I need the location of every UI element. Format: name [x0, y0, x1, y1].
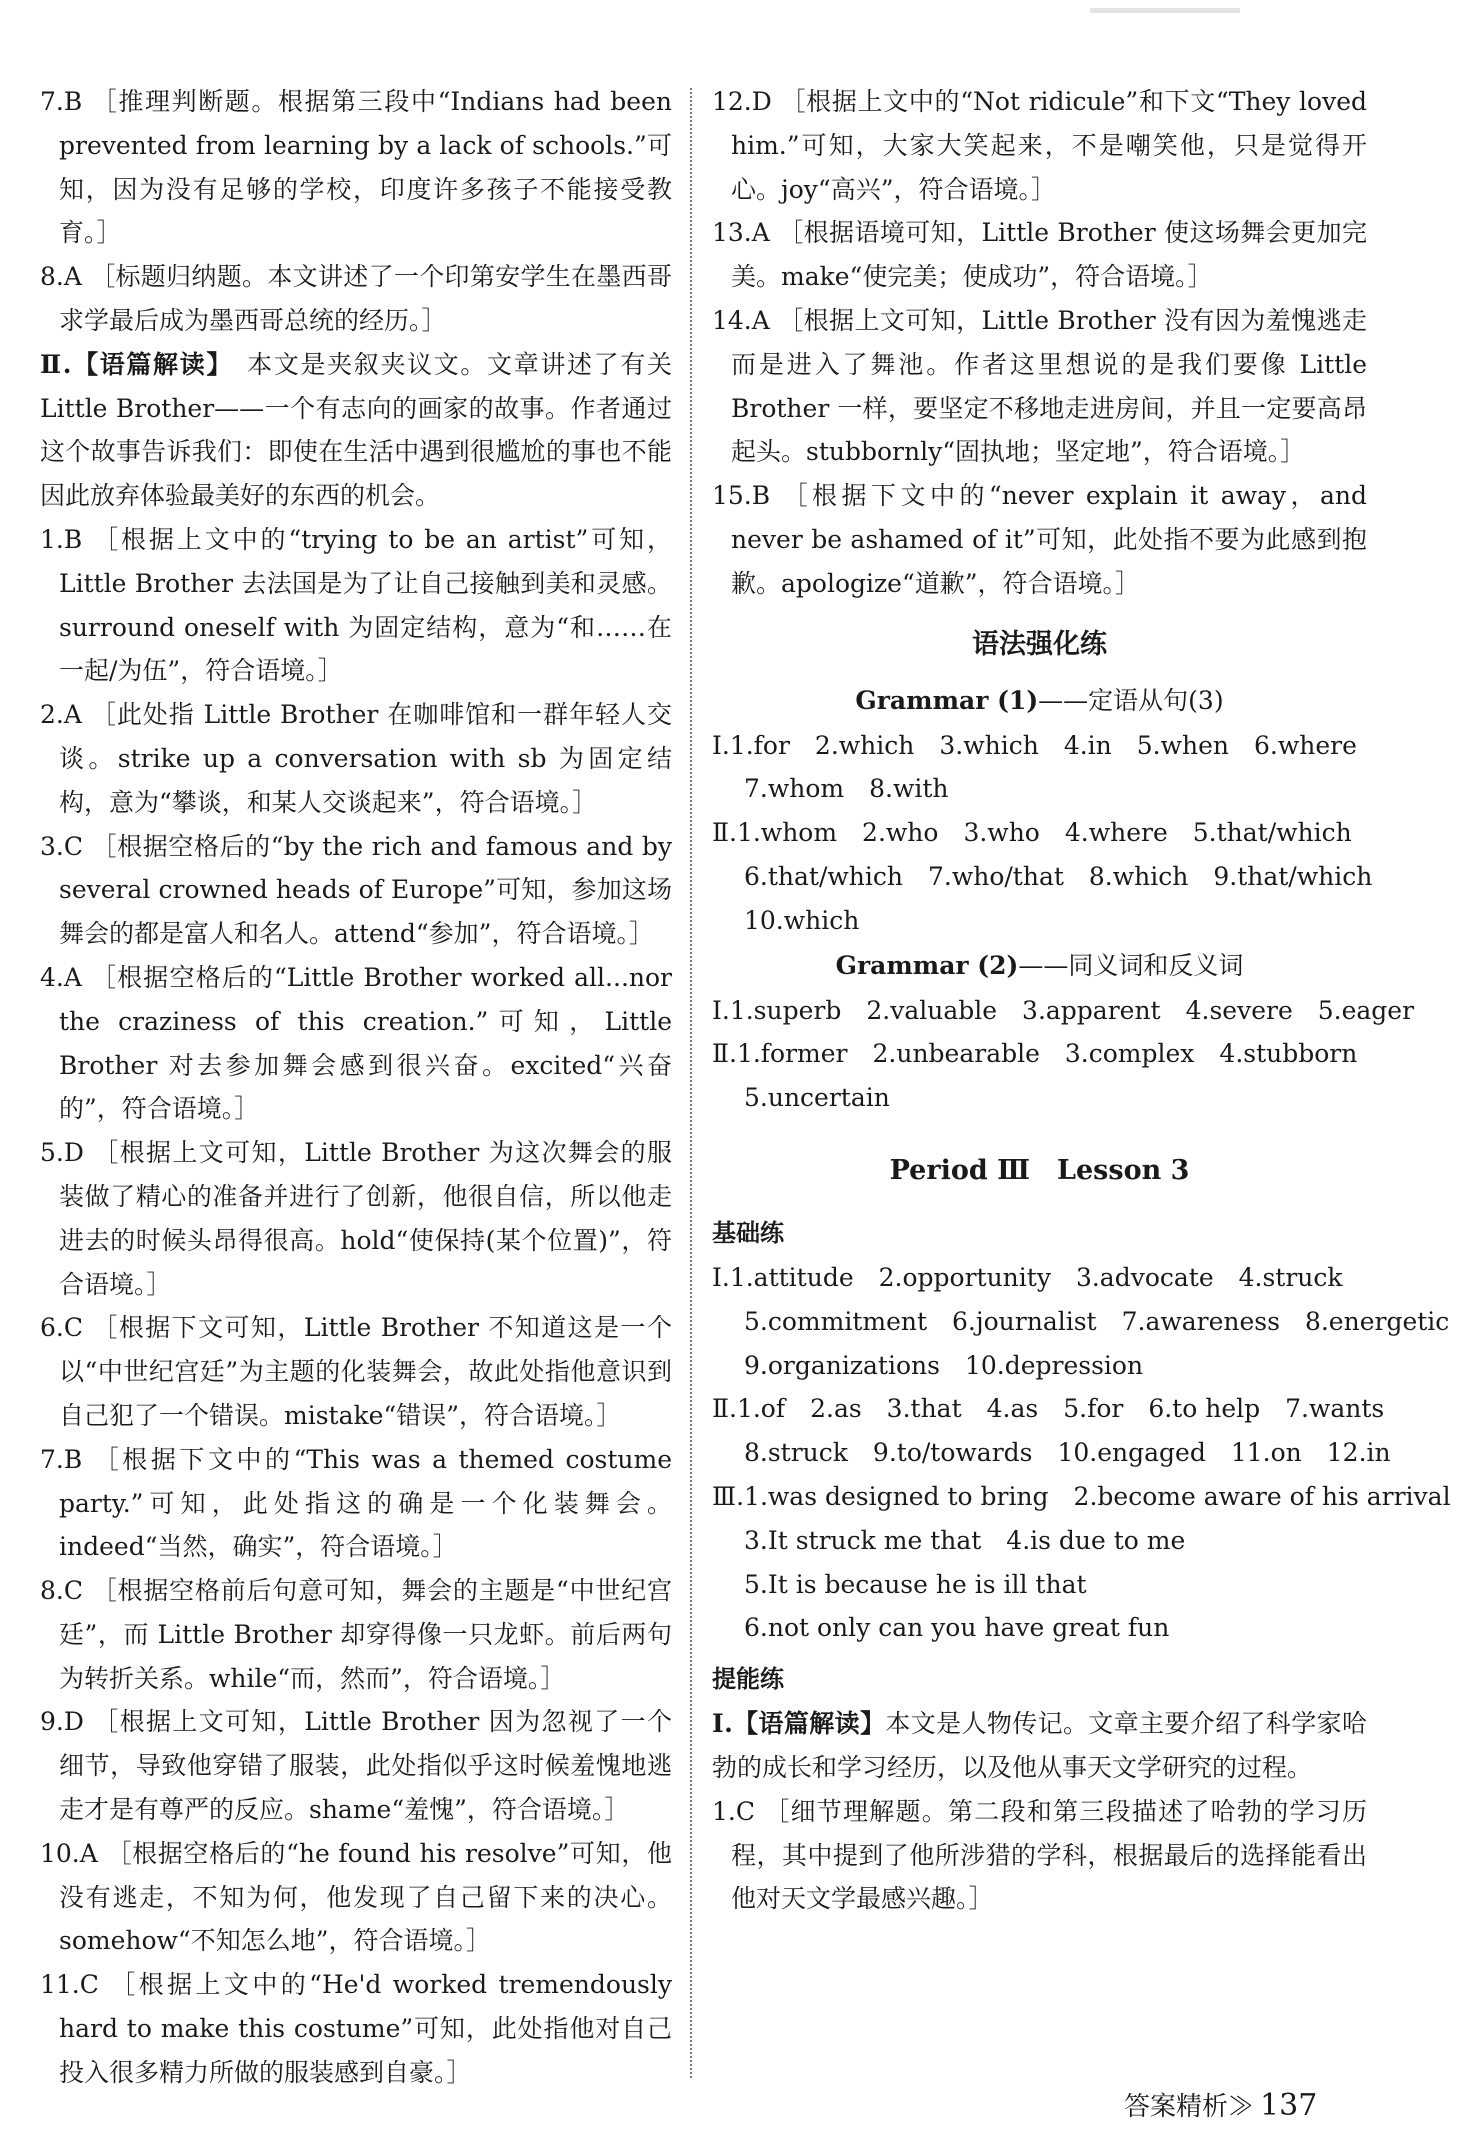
- answer-item: [712, 211, 1367, 299]
- answer-item: [40, 255, 672, 343]
- answer-item: [40, 693, 672, 824]
- skill-practice-title: 提能练: [712, 1665, 784, 1694]
- entry-text: ［根据空格前后句意可知，舞会的主题是“中世纪宫廷”，而 Little Brother 却穿得像一只龙虾。前后两句为转折关系。while“而，然而”，符合语境。］: [59, 1576, 672, 1693]
- answer-item: [40, 518, 672, 693]
- entry-label: 3.C: [40, 831, 83, 861]
- period-title: Period Ⅲ Lesson 3: [889, 1154, 1190, 1186]
- entry-label: 10.A: [40, 1838, 98, 1868]
- entry-label: 2.A: [40, 700, 82, 730]
- entry-text: ［根据上文可知，Little Brother 因为忽视了一个细节，导致他穿错了服装，此处指似乎这时候羞愧地逃走才是有尊严的反应。shame“羞愧”，符合语境。］: [59, 1707, 672, 1825]
- answer-item: [40, 1306, 672, 1437]
- entry-label: 7.B: [40, 87, 83, 116]
- answer-item: [40, 1832, 672, 1963]
- entry-text: ［根据下文可知，Little Brother 不知道这是一个以“中世纪宫廷”为主题的化装舞会，故此处指他意识到自己犯了一个错误。mistake“错误”，符合语境。］: [59, 1313, 672, 1430]
- answer-item: [712, 80, 1367, 211]
- answer-line: Ⅲ.1.was designed to bring 2.become aware of his arrival: [712, 1481, 1451, 1511]
- column-divider: [690, 88, 692, 2078]
- entry-text: ［根据下文中的“never explain it away，and never be ashamed of it”可知，此处指不要为此感到抱歉。apologize“道歉”，符合语境。］: [731, 481, 1367, 598]
- right-column: [712, 80, 1451, 1921]
- answer-line: Ⅰ.1.superb 2.valuable 3.apparent 4.severe 5.eager: [712, 995, 1415, 1025]
- answer-line: 10.which: [744, 905, 860, 935]
- entry-label: 9.D: [40, 1707, 84, 1737]
- entry-text: ［根据空格后的“by the rich and famous and by several crowned heads of Europe”可知，参加这场舞会的都是富人和名人。attend“参加”，符合语境。］: [59, 831, 672, 949]
- entry-label: 1.B: [40, 524, 83, 554]
- entry-text: ［根据上文可知，Little Brother 为这次舞会的服装做了精心的准备并进行了创新，他很自信，所以他走进去的时候头昂得很高。hold“使保持(某个位置)”，符合语境。］: [59, 1138, 672, 1299]
- entry-label: 8.A: [40, 262, 82, 292]
- entry-label: 7.B: [40, 1444, 83, 1474]
- entry-label: 4.A: [40, 962, 82, 992]
- grammar-1-answers: [712, 724, 1373, 943]
- entry-label: 8.C: [40, 1576, 83, 1606]
- entry-label: 13.A: [712, 218, 770, 248]
- page-footer: [1124, 2086, 1317, 2123]
- answer-item: [40, 956, 672, 1131]
- grammar-2-title: [712, 943, 1367, 989]
- right-answer-list: [712, 80, 1367, 606]
- answer-item: [712, 474, 1367, 605]
- entry-label: 12.D: [712, 87, 772, 116]
- grammar-2-label: Grammar (2): [835, 950, 1019, 980]
- answer-item: [40, 1131, 672, 1306]
- entry-text: ［根据空格后的“Little Brother worked all...nor the craziness of this creation.”可知，Little Brother 对去参加舞会感到很兴奋。excited“兴奋的”，符合语境。］: [59, 962, 672, 1124]
- entry-text: ［根据上文中的“trying to be an artist”可知，Little Brother 去法国是为了让自己接触到美和灵感。surround oneself with 为固定结构，意为“和……在一起/为伍”，符合语境。］: [59, 524, 672, 686]
- answer-line: 5.It is because he is ill that: [744, 1569, 1087, 1599]
- answer-line: 6.not only can you have great fun: [744, 1613, 1170, 1643]
- entry-text: ［推理判断题。根据第三段中“Indians had been prevented from learning by a lack of schools.”可知，因为没有足够的学校，印度许多孩子不能接受教育。］: [59, 87, 672, 248]
- entry-label: 11.C: [40, 1970, 99, 2000]
- basic-practice-title: 基础练: [712, 1218, 784, 1247]
- answer-item: [40, 80, 672, 255]
- skill-reading-intro: [712, 1702, 1367, 1790]
- answer-item: [40, 1700, 672, 1831]
- answer-line: Ⅱ.1.of 2.as 3.that 4.as 5.for 6.to help 7.wants: [712, 1394, 1385, 1424]
- double-chevron-icon: ≫: [1228, 2092, 1255, 2122]
- entry-label: 1.C: [712, 1796, 755, 1826]
- footer-label: 答案精析: [1124, 2092, 1229, 2122]
- answer-item: [40, 1438, 672, 1569]
- entry-label: Ⅱ.【语篇解读】: [40, 349, 221, 379]
- skill-answer-item: [712, 1790, 1367, 1921]
- grammar-1-topic: ——定语从句(3): [1038, 685, 1224, 715]
- entry-label: 5.D: [40, 1138, 84, 1168]
- entry-text: ［根据下文中的“This was a themed costume party.”可知，此处指这的确是一个化装舞会。indeed“当然，确实”，符合语境。］: [59, 1444, 672, 1562]
- answer-line: Ⅰ.1.attitude 2.opportunity 3.advocate 4.struck: [712, 1262, 1343, 1292]
- entry-text: ［根据空格后的“he found his resolve”可知，他没有逃走，不知为何，他发现了自己留下来的决心。somehow“不知怎么地”，符合语境。］: [59, 1838, 673, 1956]
- answer-item: [40, 1569, 672, 1700]
- answer-line: 9.organizations 10.depression: [744, 1350, 1144, 1380]
- answer-line: Ⅱ.1.whom 2.who 3.who 4.where 5.that/which: [712, 818, 1352, 848]
- entry-text: ［根据上文可知，Little Brother 没有因为羞愧逃走而是进入了舞池。作者这里想说的是我们要像 Little Brother 一样，要坚定不移地走进房间，并且一定要高昂起头。stubbornly“固执地；坚定地”，符合语境。］: [731, 305, 1367, 467]
- entry-text: ［细节理解题。第二段和第三段描述了哈勃的学习历程，其中提到了他所涉猎的学科，根据最后的选择能看出他对天文学最感兴趣。］: [731, 1796, 1367, 1914]
- grammar-2-answers: [712, 989, 1415, 1120]
- grammar-2-topic: ——同义词和反义词: [1018, 950, 1244, 980]
- reading-intro: [40, 343, 672, 518]
- entry-label: 14.A: [712, 305, 770, 335]
- grammar-1-label: Grammar (1): [855, 685, 1039, 715]
- basic-practice-answers: [712, 1256, 1451, 1650]
- answer-line: 3.It struck me that 4.is due to me: [744, 1525, 1186, 1555]
- entry-label: 15.B: [712, 481, 771, 511]
- entry-text: 本文是人物传记。文章主要介绍了科学家哈勃的成长和学习经历，以及他从事天文学研究的过程。: [712, 1709, 1367, 1782]
- answer-item: [40, 1963, 672, 2094]
- grammar-section-title: 语法强化练: [972, 628, 1107, 660]
- left-column: [40, 80, 672, 2095]
- entry-text: ［根据上文中的“Not ridicule”和下文“They loved him.”可知，大家大笑起来，不是嘲笑他，只是觉得开心。joy“高兴”，符合语境。］: [731, 87, 1367, 204]
- answer-line: Ⅰ.1.for 2.which 3.which 4.in 5.when 6.where: [712, 730, 1357, 760]
- entry-text: ［标题归纳题。本文讲述了一个印第安学生在墨西哥求学最后成为墨西哥总统的经历。］: [59, 262, 672, 335]
- answer-line: Ⅱ.1.former 2.unbearable 3.complex 4.stubborn: [712, 1039, 1358, 1069]
- answer-item: [712, 299, 1367, 474]
- answer-line: 5.commitment 6.journalist 7.awareness 8.energetic: [744, 1306, 1450, 1336]
- answer-line: 7.whom 8.with: [744, 774, 949, 804]
- answer-line: 5.uncertain: [744, 1083, 890, 1113]
- entry-label: Ⅰ.【语篇解读】: [712, 1709, 886, 1739]
- answer-item: [40, 825, 672, 956]
- entry-text: ［此处指 Little Brother 在咖啡馆和一群年轻人交谈。strike up a conversation with sb 为固定结构，意为“攀谈，和某人交谈起来”，符合语境。］: [59, 700, 672, 817]
- grammar-1-title: [712, 678, 1367, 724]
- entry-text: 本文是夹叙夹议文。文章讲述了有关 Little Brother——一个有志向的画家的故事。作者通过这个故事告诉我们：即使在生活中遇到很尴尬的事也不能因此放弃体验最美好的东西的机会。: [40, 349, 672, 511]
- top-edge-mark: [1090, 8, 1240, 13]
- answer-line: 6.that/which 7.who/that 8.which 9.that/which: [744, 861, 1373, 891]
- entry-text: ［根据上文中的“He'd worked tremendously hard to make this costume”可知，此处指他对自己投入很多精力所做的服装感到自豪。］: [59, 1970, 673, 2087]
- entry-label: 6.C: [40, 1313, 83, 1343]
- page-number: 137: [1260, 2088, 1318, 2123]
- entry-text: ［根据语境可知，Little Brother 使这场舞会更加完美。make“使完美；使成功”，符合语境。］: [731, 218, 1367, 292]
- answer-line: 8.struck 9.to/towards 10.engaged 11.on 12.in: [744, 1438, 1391, 1468]
